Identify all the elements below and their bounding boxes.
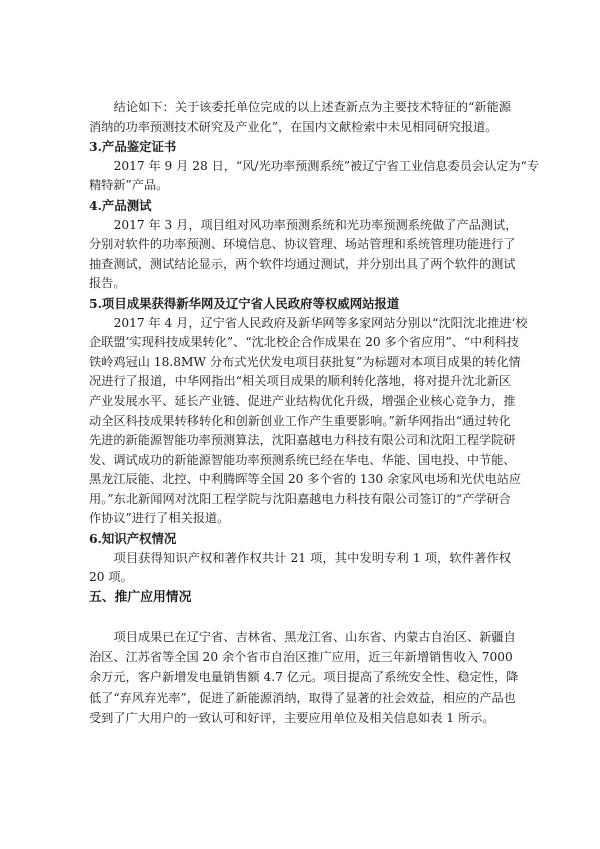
- paragraph-line: 作协议”进行了相关报道。: [89, 511, 230, 526]
- paragraph-line: 报告。: [89, 276, 126, 291]
- paragraph-line: 产业发展水平、延长产业链、促进产业结构优化升级，增强企业核心竞争力，推: [89, 393, 516, 408]
- paragraph-line: 2017 年 4 月，辽宁省人民政府及新华网等多家网站分别以“沈阳沈北推进‘校: [113, 315, 528, 330]
- paragraph-line: 低了“弃风弃光率”，促进了新能源消纳，取得了显著的社会效益，相应的产品也: [89, 690, 516, 705]
- paragraph-line: 2017 年 9 月 28 日，“风/光功率预测系统”被辽宁省工业信息委员会认定为“专: [113, 158, 540, 173]
- paragraph-line: 余万元，客户新增发电量销售额 4.7 亿元。项目提高了系统安全性、稳定性，降: [89, 670, 519, 685]
- paragraph-line: 精特新”产品。: [89, 178, 169, 193]
- paragraph-line: 项目获得知识产权和著作权共计 21 项，其中发明专利 1 项，软件著作权: [113, 550, 511, 565]
- paragraph-line: 发、调试成功的新能源智能功率预测系统已经在华电、华能、国电投、中节能、: [89, 452, 516, 467]
- chapter-promotion: [89, 588, 519, 728]
- paragraph-line: 项目成果已在辽宁省、吉林省、黑龙江省、山东省、内蒙古自治区、新疆自: [113, 630, 516, 645]
- paragraph-line: 先进的新能源智能功率预测算法，沈阳嘉越电力科技有限公司和沈阳工程学院研: [89, 433, 516, 448]
- paragraph-line: 受到了广大用户的一致认可和好评，主要应用单位及相关信息如表 1 所示。: [89, 710, 495, 725]
- section-product-certificate: [89, 137, 540, 196]
- paragraph-line: 治区、江苏省等全国 20 余个省市自治区推广应用，近三年新增销售收入 7000: [89, 650, 513, 665]
- section-heading: 4.产品测试: [89, 197, 152, 213]
- paragraph-line: 分别对软件的功率预测、环境信息、协议管理、场站管理和系统管理功能进行了: [89, 237, 516, 252]
- chapter-paragraph: [89, 627, 519, 728]
- paragraph-line: 消纳的功率预测技术研究及产业化”，在国内文献检索中未见相同研究报道。: [89, 119, 498, 134]
- paragraph-line: 企联盟’实现科技成果转化”、“沈北校企合作成果在 20 多个省应用”、“中利科技: [89, 335, 519, 350]
- paragraph-line: 用。”东北新闻网对沈阳工程学院与沈阳嘉越电力科技有限公司签订的“产学研合: [89, 491, 511, 506]
- paragraph-line: 况进行了报道，中华网指出“相关项目成果的顺利转化落地，将对提升沈北新区: [89, 374, 511, 389]
- paragraph-line: 20 项。: [89, 570, 133, 585]
- blank-line: [89, 607, 511, 627]
- conclusion-paragraph: [89, 98, 511, 137]
- section-heading: 5.项目成果获得新华网及辽宁省人民政府等权威网站报道: [89, 295, 400, 311]
- section-heading: 6.知识产权情况: [89, 531, 177, 547]
- paragraph-line: 动全区科技成果转移转化和创新创业工作产生重要影响。”新华网指出“通过转化: [89, 413, 511, 428]
- paragraph-line: 2017 年 3 月，项目组对风功率预测系统和光功率预测系统做了产品测试，: [113, 217, 518, 232]
- section-media-reports: [89, 294, 528, 529]
- section-heading: 3.产品鉴定证书: [89, 139, 177, 155]
- chapter-heading: 五、推广应用情况: [89, 589, 192, 605]
- paragraph-line: 铁岭鸡冠山 18.8MW 分布式光伏发电项目获批复”为标题对本项目成果的转化情: [89, 354, 521, 369]
- paragraph-line: 黑龙江辰能、北控、中利腾晖等全国 20 多个省的 130 余家风电场和光伏电站应: [89, 472, 522, 487]
- paragraph-line: 结论如下：关于该委托单位完成的以上述查新点为主要技术特征的“新能源: [113, 100, 511, 114]
- paragraph-line: 抽查测试，测试结论显示，两个软件均通过测试，并分别出具了两个软件的测试: [89, 256, 516, 271]
- document-page: [89, 98, 540, 728]
- section-product-test: [89, 196, 518, 294]
- section-intellectual-property: [89, 529, 511, 588]
